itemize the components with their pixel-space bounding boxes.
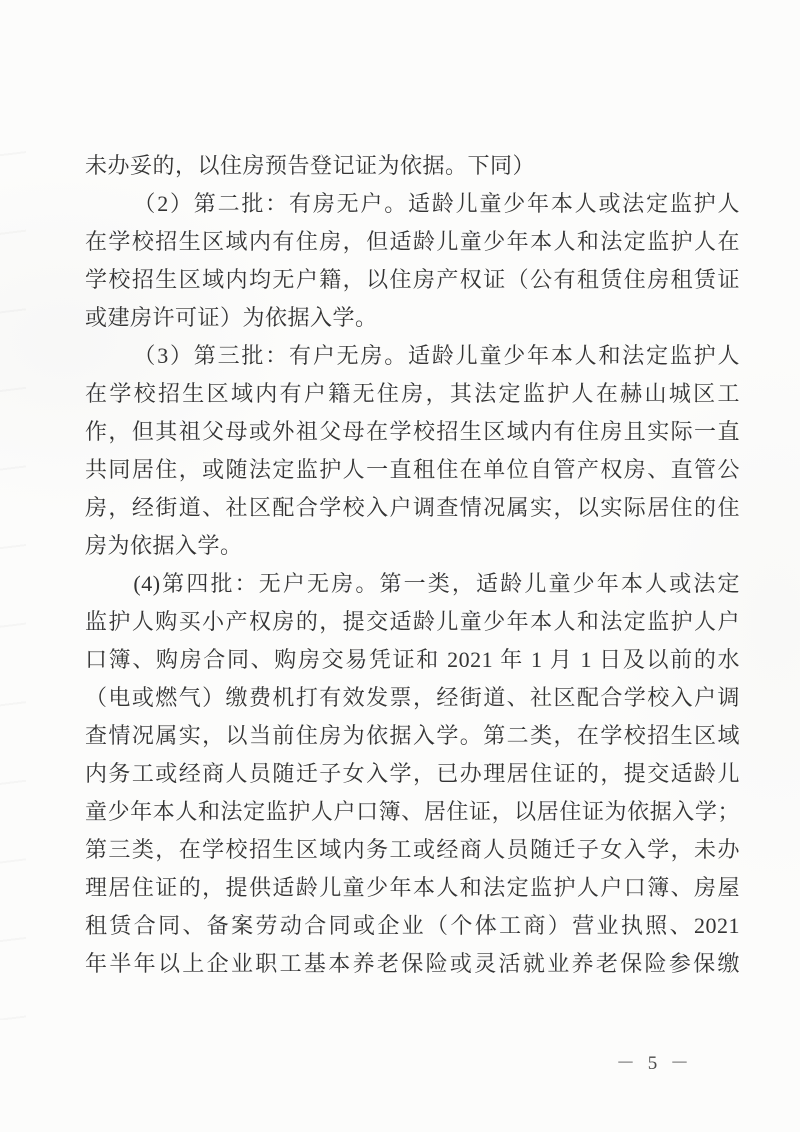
text-line: 在学校招生区域内有户籍无住房，其法定监护人在赫山城区工	[85, 381, 740, 406]
text-line: 口簿、购房合同、购房交易凭证和 2021 年 1 月 1 日及以前的水	[85, 647, 740, 672]
text-line: （2）第二批：有房无户。适龄儿童少年本人或法定监护人	[133, 191, 740, 216]
text-line: 房，经街道、社区配合学校入户调查情况属实，以实际居住的住	[85, 495, 740, 520]
text-line: (4)第四批：无户无房。第一类，适龄儿童少年本人或法定	[133, 571, 740, 596]
text-line: 作，但其祖父母或外祖父母在学校招生区域内有住房且实际一直	[85, 419, 740, 444]
text-line: 监护人购买小产权房的，提交适龄儿童少年本人和法定监护人户	[85, 609, 740, 634]
text-line: 童少年本人和法定监护人户口簿、居住证，以居住证为依据入学；	[85, 799, 740, 824]
text-line: 内务工或经商人员随迁子女入学，已办理居住证的，提交适龄儿	[85, 761, 740, 786]
text-line: （3）第三批：有户无房。适龄儿童少年本人和法定监护人	[133, 343, 740, 368]
text-line: 查情况属实，以当前住房为依据入学。第二类，在学校招生区域	[85, 723, 740, 748]
page-number: － 5 －	[616, 1053, 694, 1074]
text-line: 第三类，在学校招生区域内务工或经商人员随迁子女入学，未办	[85, 837, 740, 862]
text-line: （电或燃气）缴费机打有效发票，经街道、社区配合学校入户调	[85, 685, 740, 710]
text-line: 年半年以上企业职工基本养老保险或灵活就业养老保险参保缴	[85, 951, 740, 976]
text-line: 理居住证的，提供适龄儿童少年本人和法定监护人户口簿、房屋	[85, 875, 740, 900]
text-line: 房为依据入学。	[85, 533, 243, 558]
text-line: 或建房许可证）为依据入学。	[85, 305, 378, 330]
scan-noise-left-edge	[0, 120, 26, 1020]
text-line: 未办妥的，以住房预告登记证为依据。下同）	[85, 153, 536, 178]
document-body-text	[85, 147, 740, 983]
text-line: 租赁合同、备案劳动合同或企业（个体工商）营业执照、2021	[85, 913, 740, 938]
text-line: 在学校招生区域内有住房，但适龄儿童少年本人和法定监护人在	[85, 229, 740, 254]
text-line: 共同居住，或随法定监护人一直租住在单位自管产权房、直管公	[85, 457, 740, 482]
text-line: 学校招生区域内均无户籍，以住房产权证（公有租赁住房租赁证	[85, 267, 740, 292]
